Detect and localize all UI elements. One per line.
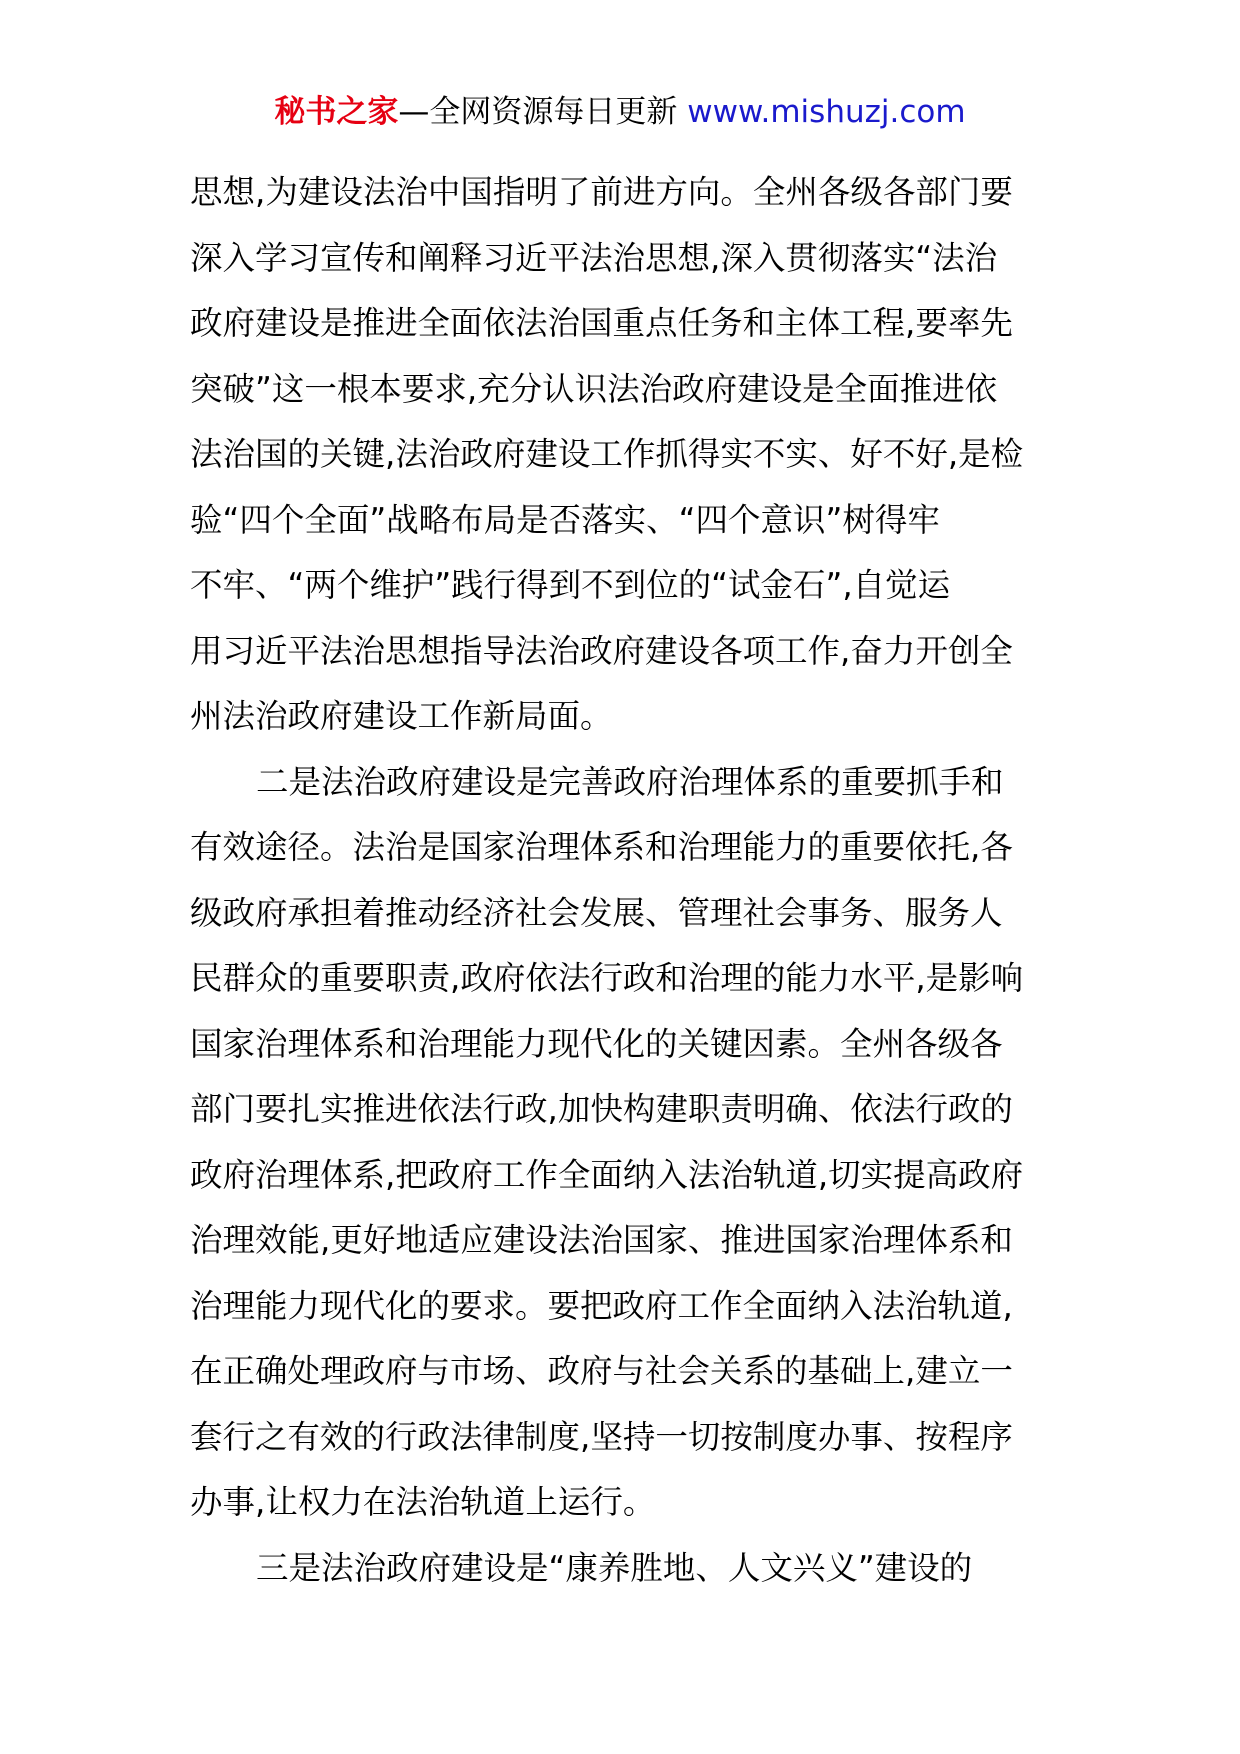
text-line: 有效途径。法治是国家治理体系和治理能力的重要依托,各 (190, 828, 1013, 866)
text-line: 治理能力现代化的要求。要把政府工作全面纳入法治轨道, (190, 1286, 1013, 1325)
text-line: 法治国的关键,法治政府建设工作抓得实不实、好不好,是检 (190, 435, 1024, 473)
text-line: 级政府承担着推动经济社会发展、管理社会事务、服务人 (190, 893, 1003, 932)
text-line: 用习近平法治思想指导法治政府建设各项工作,奋力开创全 (190, 631, 1013, 670)
document-body (190, 160, 1060, 1601)
text-line: 办事,让权力在法治轨道上运行。 (190, 1483, 656, 1521)
text-line: 深入学习宣传和阐释习近平法治思想,深入贯彻落实“法治 (190, 238, 998, 277)
text-line: 政府建设是推进全面依法治国重点任务和主体工程,要率先 (190, 304, 1013, 342)
text-line: 突破”这一根本要求,充分认识法治政府建设是全面推进依 (190, 369, 998, 408)
paragraph-first-line: 三是法治政府建设是“康养胜地、人文兴义”建设的 (256, 1548, 973, 1587)
text-line: 国家治理体系和治理能力现代化的关键因素。全州各级各 (190, 1024, 1003, 1063)
text-line: 思想,为建设法治中国指明了前进方向。全州各级各部门要 (190, 173, 1013, 211)
text-line: 验“四个全面”战略布局是否落实、“四个意识”树得牢 (190, 500, 940, 539)
brand-name: 秘书之家 (274, 94, 399, 130)
site-url-link[interactable]: www.mishuzj.com (687, 94, 966, 130)
header-slogan: —全网资源每日更新 (398, 94, 688, 130)
text-line: 政府治理体系,把政府工作全面纳入法治轨道,切实提高政府 (190, 1155, 1024, 1194)
text-line: 不牢、“两个维护”践行得到不到位的“试金石”,自觉运 (190, 566, 951, 604)
page-header (0, 92, 1240, 132)
text-line: 治理效能,更好地适应建设法治国家、推进国家治理体系和 (190, 1221, 1013, 1259)
text-line: 民群众的重要职责,政府依法行政和治理的能力水平,是影响 (190, 959, 1024, 997)
text-line: 州法治政府建设工作新局面。 (190, 697, 613, 735)
text-line: 部门要扎实推进依法行政,加快构建职责明确、依法行政的 (190, 1090, 1013, 1128)
text-line: 套行之有效的行政法律制度,坚持一切按制度办事、按程序 (190, 1417, 1013, 1456)
paragraph-first-line: 二是法治政府建设是完善政府治理体系的重要抓手和 (256, 762, 1004, 801)
text-line: 在正确处理政府与市场、政府与社会关系的基础上,建立一 (190, 1352, 1013, 1390)
